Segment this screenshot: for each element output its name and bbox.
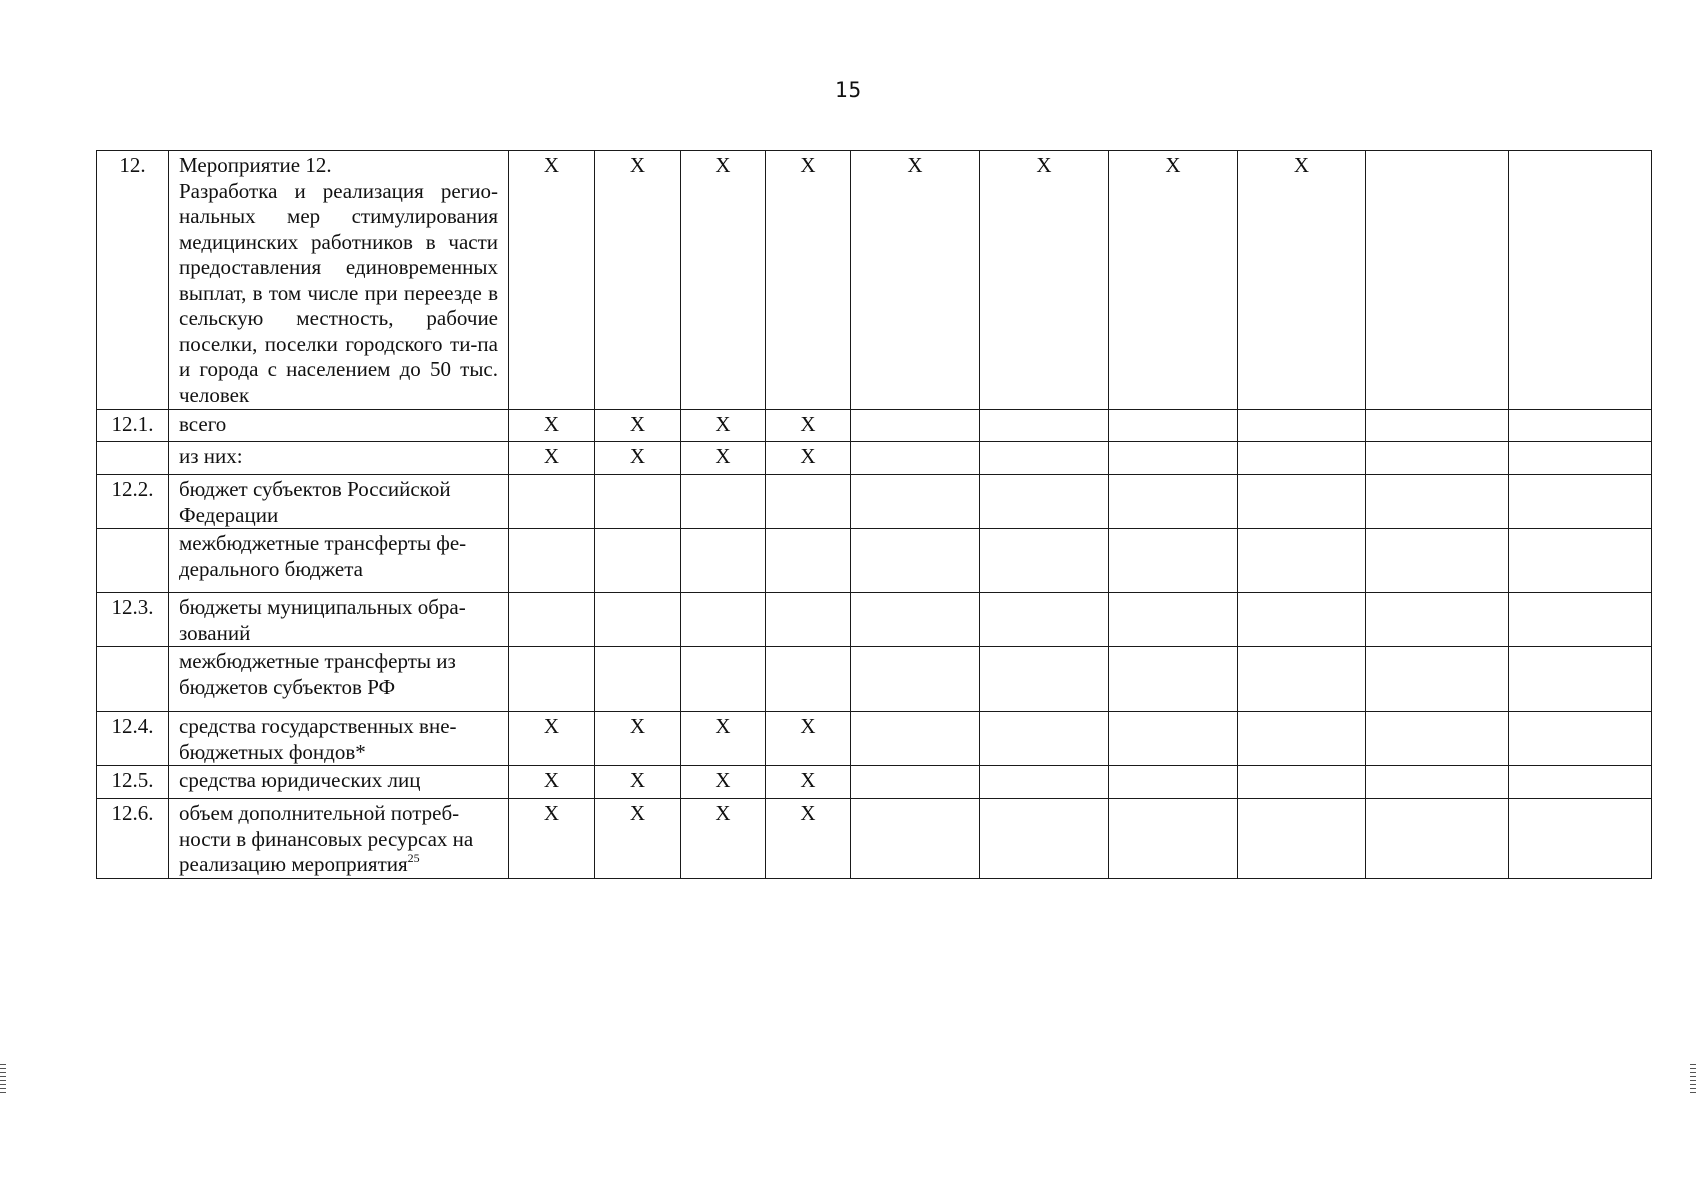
mark-cell	[1109, 799, 1238, 879]
mark-cell: X	[681, 712, 766, 766]
mark-cell	[1509, 410, 1652, 442]
mark-cell: X	[595, 712, 681, 766]
mark-cell	[681, 647, 766, 712]
mark-cell	[1366, 766, 1509, 799]
mark-cell: X	[1109, 151, 1238, 410]
mark-cell	[1366, 410, 1509, 442]
mark-cell	[1109, 410, 1238, 442]
mark-cell	[1109, 647, 1238, 712]
mark-cell: X	[681, 151, 766, 410]
mark-cell	[1509, 442, 1652, 475]
table-row	[97, 766, 1652, 799]
table-row	[97, 442, 1652, 475]
mark-cell	[1509, 799, 1652, 879]
mark-cell	[980, 799, 1109, 879]
row-number: 12.4.	[97, 712, 169, 766]
table-row	[97, 475, 1652, 529]
mark-cell: X	[509, 410, 595, 442]
row-description	[169, 799, 509, 879]
row-number: 12.2.	[97, 475, 169, 529]
mark-cell: X	[595, 151, 681, 410]
mark-cell	[1238, 529, 1366, 593]
row-description: межбюджетные трансферты фе-дерального бюджета	[169, 529, 509, 593]
mark-cell	[980, 475, 1109, 529]
mark-cell	[509, 647, 595, 712]
mark-cell	[851, 799, 980, 879]
mark-cell	[1366, 442, 1509, 475]
mark-cell: X	[1238, 151, 1366, 410]
mark-cell: X	[681, 799, 766, 879]
mark-cell: X	[509, 712, 595, 766]
mark-cell	[681, 475, 766, 529]
mark-cell: X	[766, 442, 851, 475]
table-row	[97, 593, 1652, 647]
table-row	[97, 712, 1652, 766]
mark-cell	[595, 593, 681, 647]
mark-cell	[681, 529, 766, 593]
row-description: бюджеты муниципальных обра-зований	[169, 593, 509, 647]
row-number: 12.1.	[97, 410, 169, 442]
mark-cell	[1109, 442, 1238, 475]
table-row	[97, 151, 1652, 410]
mark-cell	[980, 410, 1109, 442]
budget-table	[96, 150, 1652, 879]
mark-cell	[1366, 712, 1509, 766]
table-row	[97, 799, 1652, 879]
mark-cell: X	[681, 442, 766, 475]
footnote-marker: 25	[407, 851, 420, 865]
mark-cell: X	[851, 151, 980, 410]
mark-cell	[509, 475, 595, 529]
mark-cell	[595, 529, 681, 593]
row-number	[97, 647, 169, 712]
mark-cell: X	[509, 151, 595, 410]
activity-description: Разработка и реализация регио-нальных мер стимулирования медицинских работников в части предоставления единовременных выплат, в том числе при переезде в сельскую местность, рабочие поселки, поселки городского ти-па и города с населением до 50 тыс. человек	[179, 178, 498, 407]
mark-cell	[980, 529, 1109, 593]
row-number: 12.	[97, 151, 169, 410]
mark-cell	[1509, 647, 1652, 712]
mark-cell	[851, 442, 980, 475]
mark-cell	[1366, 475, 1509, 529]
mark-cell: X	[980, 151, 1109, 410]
mark-cell	[1509, 593, 1652, 647]
mark-cell	[1509, 151, 1652, 410]
mark-cell	[1366, 529, 1509, 593]
mark-cell	[1509, 712, 1652, 766]
row-description: бюджет субъектов Российской Федерации	[169, 475, 509, 529]
mark-cell: X	[766, 410, 851, 442]
mark-cell	[509, 529, 595, 593]
mark-cell	[1238, 410, 1366, 442]
row-description	[169, 151, 509, 410]
mark-cell	[595, 647, 681, 712]
row-number: 12.3.	[97, 593, 169, 647]
mark-cell: X	[681, 766, 766, 799]
mark-cell	[1509, 766, 1652, 799]
row-number	[97, 442, 169, 475]
table-row	[97, 410, 1652, 442]
mark-cell	[766, 647, 851, 712]
row-description: межбюджетные трансферты из бюджетов субъектов РФ	[169, 647, 509, 712]
row-description: средства государственных вне-бюджетных фондов*	[169, 712, 509, 766]
scan-edge-mark-right	[1690, 1064, 1696, 1094]
mark-cell: X	[595, 799, 681, 879]
mark-cell	[1238, 593, 1366, 647]
mark-cell: X	[766, 799, 851, 879]
mark-cell: X	[509, 799, 595, 879]
mark-cell	[980, 442, 1109, 475]
mark-cell: X	[681, 410, 766, 442]
mark-cell	[851, 766, 980, 799]
page-number: 15	[834, 78, 863, 102]
row-description: всего	[169, 410, 509, 442]
mark-cell	[851, 410, 980, 442]
mark-cell	[851, 475, 980, 529]
mark-cell: X	[595, 410, 681, 442]
mark-cell: X	[509, 766, 595, 799]
row-number	[97, 529, 169, 593]
mark-cell: X	[766, 712, 851, 766]
mark-cell	[1238, 712, 1366, 766]
row-description: из них:	[169, 442, 509, 475]
table-row	[97, 647, 1652, 712]
mark-cell	[766, 529, 851, 593]
activity-title: Мероприятие 12.	[179, 153, 332, 177]
mark-cell	[1109, 766, 1238, 799]
mark-cell	[1238, 647, 1366, 712]
mark-cell	[1509, 529, 1652, 593]
mark-cell	[509, 593, 595, 647]
mark-cell	[980, 766, 1109, 799]
row-number: 12.5.	[97, 766, 169, 799]
mark-cell	[1238, 442, 1366, 475]
mark-cell	[1238, 799, 1366, 879]
mark-cell	[851, 647, 980, 712]
mark-cell	[1366, 799, 1509, 879]
mark-cell	[1109, 529, 1238, 593]
mark-cell	[766, 475, 851, 529]
mark-cell	[980, 593, 1109, 647]
mark-cell	[1366, 593, 1509, 647]
row-description-text: объем дополнительной потреб-ности в финансовых ресурсах на реализацию мероприятия	[179, 801, 474, 876]
mark-cell	[1109, 593, 1238, 647]
mark-cell: X	[766, 151, 851, 410]
mark-cell	[851, 529, 980, 593]
mark-cell	[1109, 475, 1238, 529]
mark-cell	[851, 712, 980, 766]
mark-cell	[595, 475, 681, 529]
mark-cell	[1238, 475, 1366, 529]
table-row	[97, 529, 1652, 593]
row-number: 12.6.	[97, 799, 169, 879]
mark-cell: X	[595, 442, 681, 475]
mark-cell: X	[766, 766, 851, 799]
mark-cell	[1109, 712, 1238, 766]
mark-cell	[1509, 475, 1652, 529]
mark-cell	[851, 593, 980, 647]
mark-cell	[766, 593, 851, 647]
scan-edge-mark-left	[0, 1064, 6, 1094]
mark-cell: X	[595, 766, 681, 799]
row-description: средства юридических лиц	[169, 766, 509, 799]
mark-cell	[980, 712, 1109, 766]
mark-cell	[1366, 647, 1509, 712]
mark-cell: X	[509, 442, 595, 475]
mark-cell	[681, 593, 766, 647]
mark-cell	[1238, 766, 1366, 799]
mark-cell	[1366, 151, 1509, 410]
mark-cell	[980, 647, 1109, 712]
